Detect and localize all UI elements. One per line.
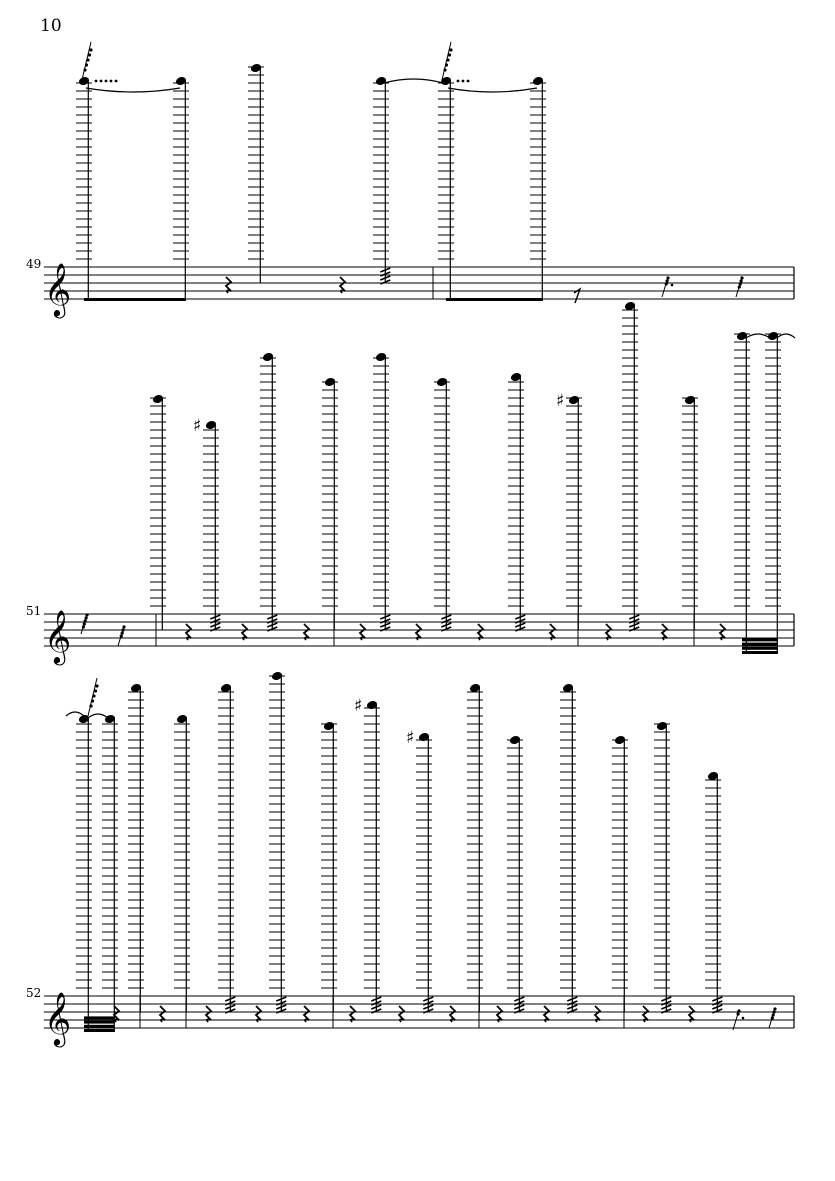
augmentation-dot <box>110 80 113 83</box>
quarter-rest <box>478 624 483 640</box>
rest-flag <box>85 616 88 619</box>
measure-number-system-3: 52 <box>26 986 42 1000</box>
rest-flag <box>737 1009 740 1012</box>
quarter-rest <box>595 1006 600 1022</box>
grace-flag <box>83 68 86 71</box>
quarter-rest <box>226 277 231 293</box>
quarter-rest <box>350 1006 355 1022</box>
augmentation-dot <box>467 80 470 83</box>
grace-flag <box>89 48 92 51</box>
measure-number-system-1: 49 <box>26 257 42 271</box>
grace-flag <box>92 694 95 697</box>
grace-flag <box>445 63 448 66</box>
tie <box>66 712 84 716</box>
tie <box>384 79 443 83</box>
rest-flag <box>666 279 669 282</box>
augmentation-dot <box>115 80 118 83</box>
beam <box>742 638 778 641</box>
tie <box>86 88 180 92</box>
sharp-accidental: ♯ <box>354 696 363 716</box>
measure-number-system-2: 51 <box>26 604 42 618</box>
grace-flag <box>85 63 88 66</box>
grace-stem <box>88 678 97 716</box>
rest-flag <box>121 631 124 634</box>
rest-flag <box>740 276 743 279</box>
rest-flag <box>85 613 88 616</box>
grace-flag <box>91 699 94 702</box>
rest-dot <box>742 1017 745 1020</box>
treble-clef: 𝄞 <box>44 991 72 1045</box>
quarter-rest <box>662 624 667 640</box>
rest-dot <box>671 284 674 287</box>
rest-flag <box>84 619 87 622</box>
quarter-rest <box>450 1006 455 1022</box>
quarter-rest <box>256 1006 261 1022</box>
grace-flag <box>94 689 97 692</box>
beam <box>446 298 543 301</box>
beam <box>742 651 778 654</box>
rest-flag <box>738 285 741 288</box>
quarter-rest <box>606 624 611 640</box>
quarter-rest <box>360 624 365 640</box>
treble-clef: 𝄞 <box>44 262 72 316</box>
augmentation-dot <box>457 80 460 83</box>
grace-flag <box>448 53 451 56</box>
rest-flag <box>739 282 742 285</box>
sharp-accidental: ♯ <box>406 728 415 748</box>
quarter-rest <box>497 1006 502 1022</box>
rest-flag <box>122 625 125 628</box>
tie <box>88 714 108 718</box>
rest-flag <box>82 625 85 628</box>
quarter-rest <box>544 1006 549 1022</box>
grace-flag <box>443 68 446 71</box>
quarter-rest <box>304 1006 309 1022</box>
grace-stem <box>442 42 451 80</box>
quarter-rest <box>550 624 555 640</box>
rest-flag <box>772 1013 775 1016</box>
beam <box>84 1029 114 1032</box>
grace-flag <box>446 58 449 61</box>
grace-flag <box>449 48 452 51</box>
rest-flag <box>120 634 123 637</box>
augmentation-dot <box>462 80 465 83</box>
rest-flag <box>773 1007 776 1010</box>
rest-flag <box>122 628 125 631</box>
augmentation-dot <box>100 80 103 83</box>
quarter-rest <box>206 1006 211 1022</box>
rest-flag <box>740 279 743 282</box>
beam <box>742 643 778 646</box>
grace-stem <box>82 42 91 80</box>
beam <box>84 1016 114 1019</box>
quarter-rest <box>242 624 247 640</box>
rest-flag <box>771 1016 774 1019</box>
quarter-rest <box>304 624 309 640</box>
staff-system-1 <box>44 42 794 318</box>
tie <box>448 88 537 92</box>
quarter-rest <box>186 624 191 640</box>
tie <box>746 334 770 338</box>
beam <box>84 1021 114 1024</box>
quarter-rest <box>399 1006 404 1022</box>
rest-flag <box>83 622 86 625</box>
augmentation-dot <box>105 80 108 83</box>
rest-flag <box>773 1010 776 1013</box>
page-number: 10 <box>40 16 62 36</box>
rest-flag <box>666 276 669 279</box>
grace-flag <box>95 684 98 687</box>
rest-flag <box>737 1012 740 1015</box>
beam <box>84 1025 114 1028</box>
quarter-rest <box>643 1006 648 1022</box>
beam <box>84 298 186 301</box>
staff-system-3 <box>44 671 794 1047</box>
grace-flag <box>86 58 89 61</box>
grace-flag <box>88 53 91 56</box>
quarter-rest <box>689 1006 694 1022</box>
beam <box>742 647 778 650</box>
rest-flag <box>665 282 668 285</box>
quarter-rest <box>160 1006 165 1022</box>
quarter-rest <box>416 624 421 640</box>
quarter-rest <box>340 277 345 293</box>
tie <box>777 334 795 338</box>
augmentation-dot <box>95 80 98 83</box>
sharp-accidental: ♯ <box>193 416 202 436</box>
sharp-accidental: ♯ <box>556 391 565 411</box>
grace-flag <box>89 704 92 707</box>
treble-clef: 𝄞 <box>44 609 72 663</box>
quarter-rest <box>720 624 725 640</box>
staff-system-2 <box>44 301 795 665</box>
